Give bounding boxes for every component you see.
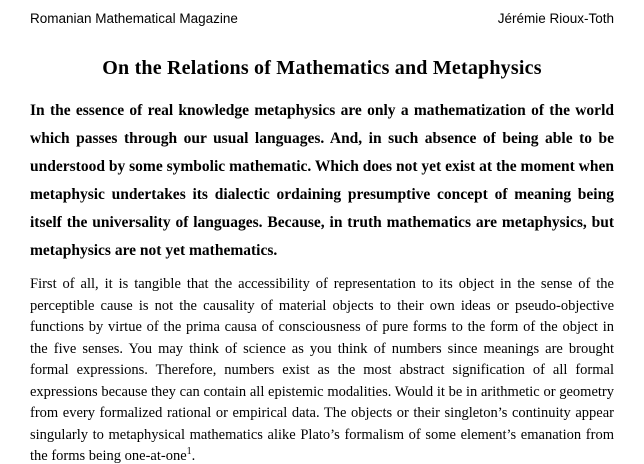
body-text: First of all, it is tangible that the accessibility of representation to its object in the sense of the perceptible cause is not the causality of material objects to their own ideas or pseudo-objective functions by virtue of the prima causa of consciousness of pure forms to the form of the object in the five senses. You may think of science as you think of numbers since meanings are brought formal expressions. Therefore, numbers exist as the most abstract signification of all formal expressions because they can contain all epistemic modalities. Would it be in arithmetic or geometry from every formalized rational or empirical data. The objects or their singleton’s continuity appear singularly to metaphysical mathematics alike Plato’s formalism of some element’s emanation from the forms being one-at-one [30,276,614,464]
author-name: Jérémie Rioux-Toth [497,11,614,26]
body-paragraph [30,274,614,464]
article-title: On the Relations of Mathematics and Metaphysics [102,57,542,79]
journal-name: Romanian Mathematical Magazine [30,11,238,26]
footnote-reference: 1 [186,446,192,458]
sentence-terminator: . [191,448,196,464]
page-header [30,10,614,27]
abstract-paragraph: In the essence of real knowledge metaphysics are only a mathematization of the world which passes through our usual languages. And, in such absence of being able to be understood by some symbolic mathematic. Which does not yet exist at the moment when metaphysic undertakes its dialectic ordaining presumptive concept of meaning being itself the universality of languages. Because, in truth mathematics are metaphysics, but metaphysics are not yet mathematics. [30,102,614,259]
